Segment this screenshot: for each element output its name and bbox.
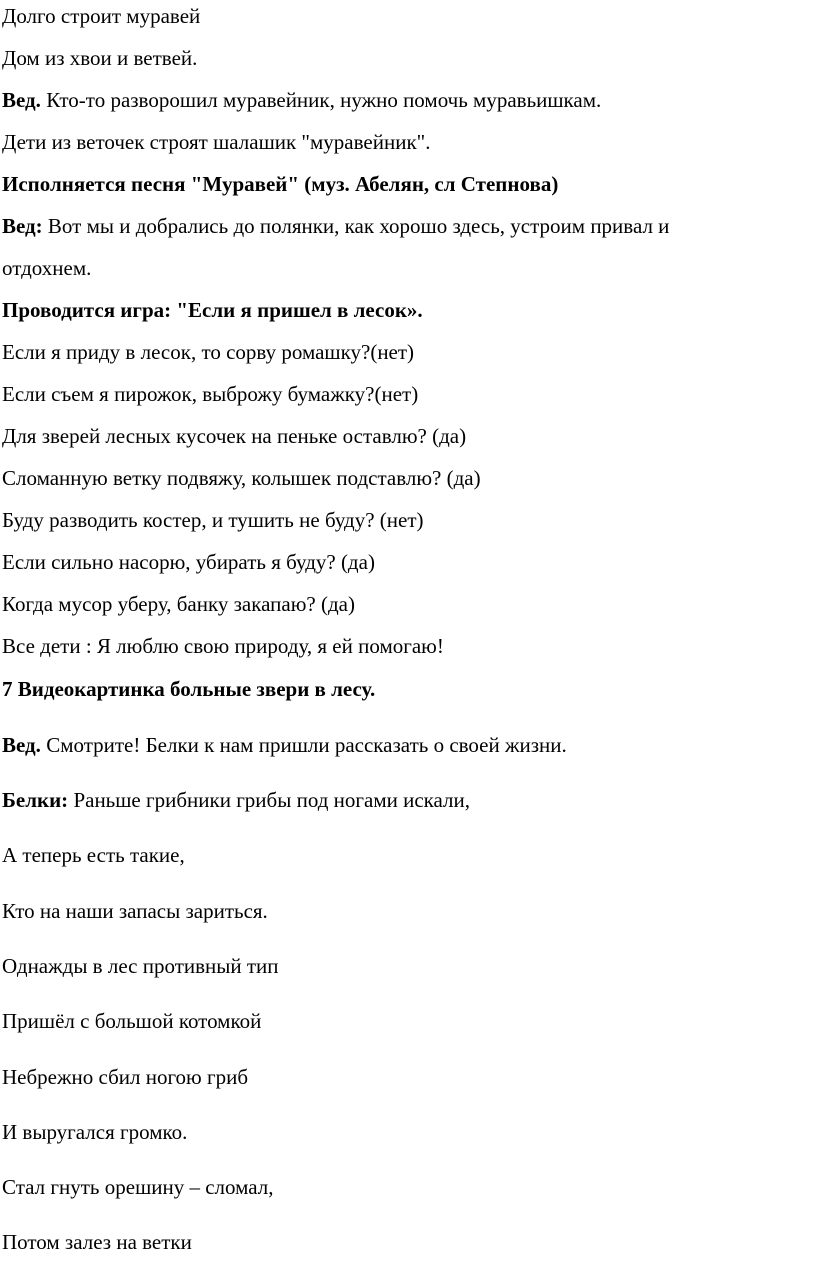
game-heading <box>2 298 423 322</box>
line-text: Если я приду в лесок, то сорву ромашку?(нет) <box>2 340 415 364</box>
line-text: Пришёл с большой котомкой <box>2 1009 262 1033</box>
line-text: Дети из веточек строят шалашик "муравейник". <box>2 130 431 154</box>
line-text: Все дети : Я люблю свою природу, я ей помогаю! <box>2 634 444 658</box>
line-label: Проводится игра: "Если я пришел в лесок». <box>2 298 423 322</box>
text-line <box>2 899 268 923</box>
line-text: Если сильно насорю, убирать я буду? (да) <box>2 550 375 574</box>
text-line <box>2 382 418 406</box>
text-line <box>2 1009 261 1033</box>
text-line <box>2 424 466 448</box>
line-text: Когда мусор уберу, банку закапаю? (да) <box>2 592 355 616</box>
line-text: Однажды в лес противный тип <box>2 954 279 978</box>
line-label: Вед: <box>2 214 43 238</box>
text-line <box>2 592 355 616</box>
text-line <box>2 130 430 154</box>
line-text: Стал гнуть орешину – сломал, <box>2 1175 274 1199</box>
line-text: отдохнем. <box>2 256 92 280</box>
text-line <box>2 1175 274 1199</box>
line-text: Потом залез на ветки <box>2 1230 192 1254</box>
text-line <box>2 508 424 532</box>
line-label: Белки: <box>2 788 69 812</box>
text-line <box>2 1230 192 1254</box>
text-line <box>2 1120 187 1144</box>
text-line <box>2 340 414 364</box>
line-text: Для зверей лесных кусочек на пеньке оставлю? (да) <box>2 424 467 448</box>
text-line <box>2 88 601 112</box>
text-line <box>2 954 279 978</box>
line-text: А теперь есть такие, <box>2 843 185 867</box>
line-label: Исполняется песня "Муравей" (муз. Абелян, сл Степнова) <box>2 172 559 196</box>
text-line <box>2 256 91 280</box>
line-text: Раньше грибники грибы под ногами искали, <box>68 788 471 812</box>
text-line <box>2 843 185 867</box>
line-text: Смотрите! Белки к нам пришли рассказать о своей жизни. <box>40 733 567 757</box>
text-line <box>2 1065 248 1089</box>
line-text: Небрежно сбил ногою гриб <box>2 1065 249 1089</box>
text-line <box>2 788 470 812</box>
text-line <box>2 733 567 757</box>
text-line <box>2 550 375 574</box>
line-label: 7 Видеокартинка больные звери в лесу. <box>2 677 376 701</box>
line-text: Буду разводить костер, и тушить не буду? (нет) <box>2 508 424 532</box>
text-line <box>2 214 669 238</box>
song-heading <box>2 172 558 196</box>
text-line <box>2 466 481 490</box>
line-text: Долго строит муравей <box>2 4 201 28</box>
line-text: Вот мы и добрались до полянки, как хорошо здесь, устроим привал и <box>42 214 670 238</box>
text-line <box>2 46 197 70</box>
line-text: Кто на наши запасы зариться. <box>2 899 268 923</box>
line-text: Если съем я пирожок, выброжу бумажку?(нет) <box>2 382 419 406</box>
text-line <box>2 634 444 658</box>
line-label: Вед. <box>2 88 41 112</box>
line-text: Дом из хвои и ветвей. <box>2 46 198 70</box>
section-heading <box>2 677 375 701</box>
line-text: Сломанную ветку подвяжу, колышек подставлю? (да) <box>2 466 481 490</box>
line-label: Вед. <box>2 733 41 757</box>
line-text: Кто-то разворошил муравейник, нужно помочь муравьишкам. <box>40 88 602 112</box>
line-text: И выругался громко. <box>2 1120 188 1144</box>
text-line <box>2 4 200 28</box>
